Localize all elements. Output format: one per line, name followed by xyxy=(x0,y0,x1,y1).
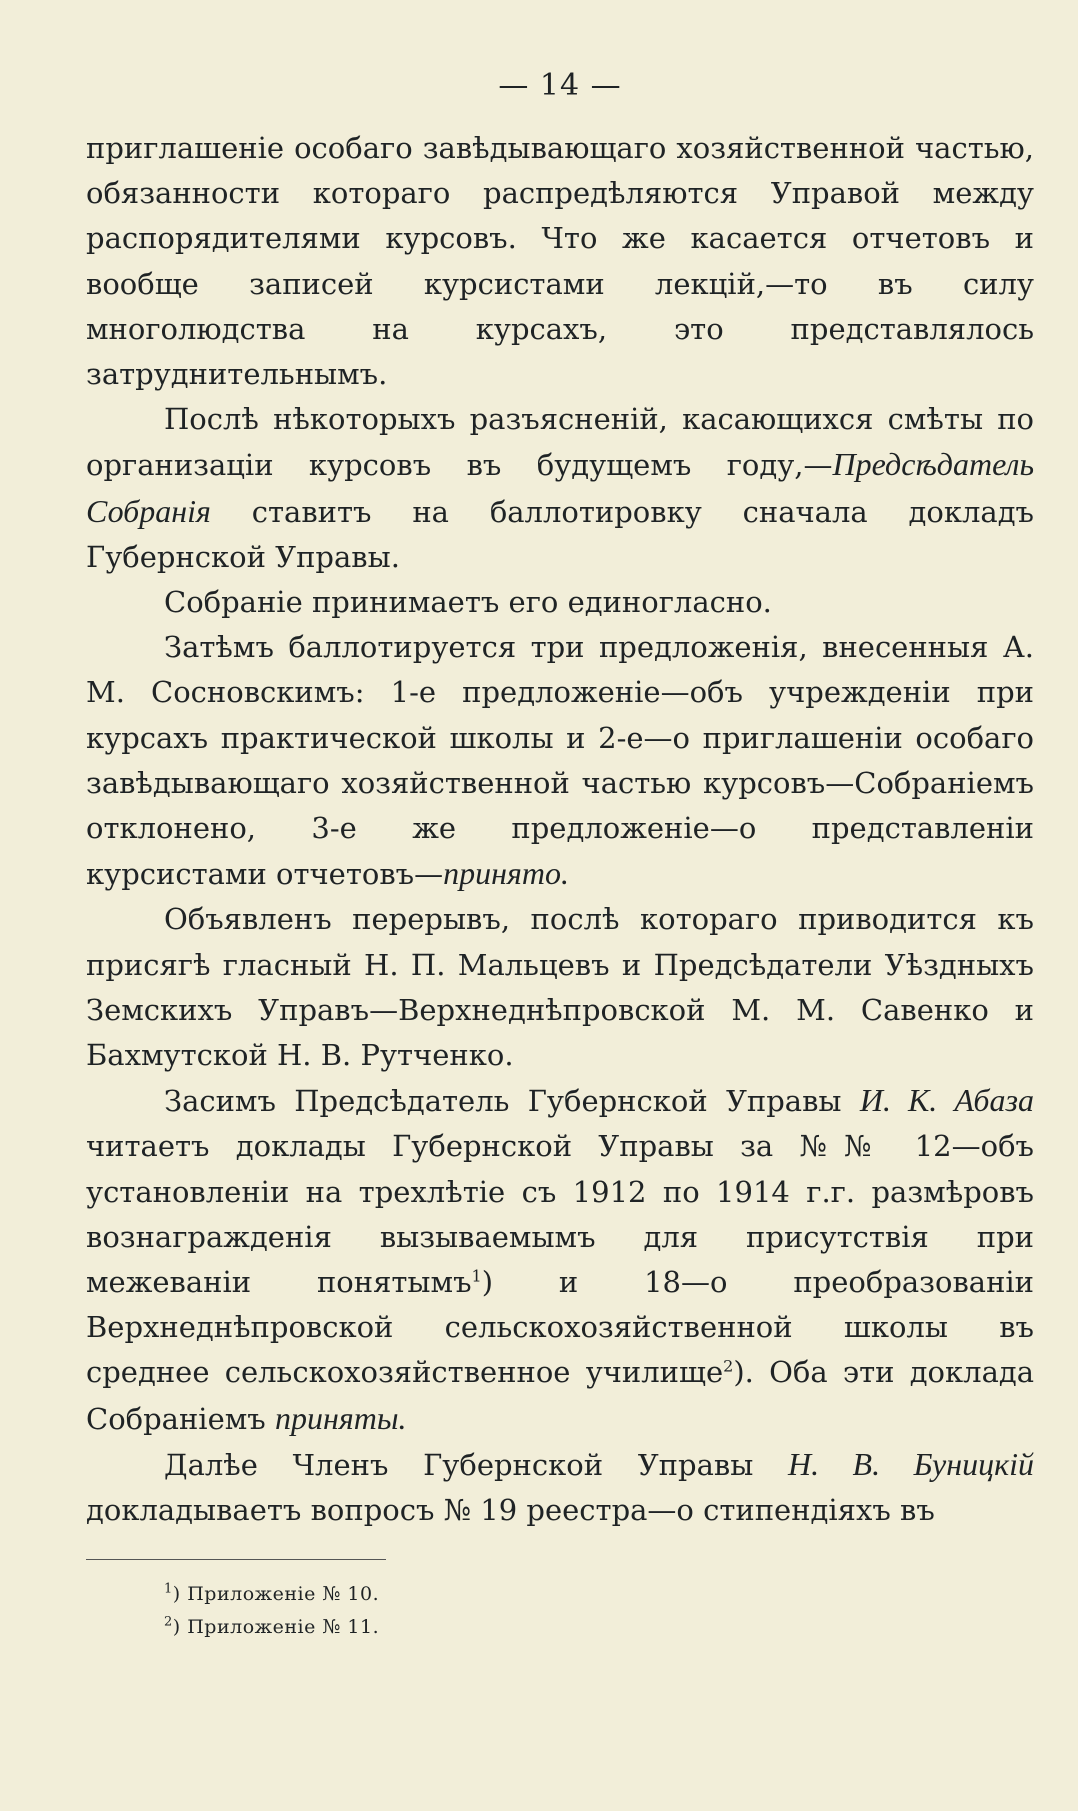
paragraph-6-emphasis-result: приняты. xyxy=(274,1399,407,1436)
paragraph-7-text-b: докладываетъ вопросъ № 19 реестра—о стипендіяхъ въ xyxy=(86,1493,935,1528)
paragraph-2-text-b: ставитъ на баллотировку сначала докладъ Губернской Управы. xyxy=(86,494,1034,574)
paragraph-4-text: Затѣмъ баллотируется три предложенія, внесенныя А. М. Сосновскимъ: 1-е предложеніе—объ учрежденіи при курсахъ практической школы и 2-е—о приглашеніи особаго завѣдывающаго хозяйственной частью курсовъ—Собраніемъ отклонено, 3-е же предложеніе—о представленіи курсистами отчетовъ— xyxy=(86,630,1034,892)
paragraph-6-text-b: читаетъ доклады Губернской Управы за №№ 12—объ установленіи на трехлѣтіе съ 1912 по 1914 г.г. размѣровъ вознагражденія вызываемымъ для присутствія при межеваніи понятымъ xyxy=(86,1129,1034,1300)
paragraph-3-text: Собраніе принимаетъ его единогласно. xyxy=(164,585,772,620)
footnote-ref-2[interactable]: 2 xyxy=(723,1356,734,1376)
paragraph-3 xyxy=(86,580,1034,625)
paragraph-5 xyxy=(86,897,1034,1078)
paragraph-1 xyxy=(86,126,1034,397)
footnote-1-text: ) Приложеніе № 10. xyxy=(172,1583,380,1606)
footnote-1-marker: 1 xyxy=(164,1581,173,1597)
paragraph-4 xyxy=(86,625,1034,897)
footnote-1 xyxy=(164,1578,1034,1611)
paragraph-6-text-c: ) и 18—о преобразованіи Верхнеднѣпровской сельскохозяйственной школы въ среднее сельскохозяйственное училище xyxy=(86,1265,1034,1390)
paragraph-7 xyxy=(86,1442,1034,1533)
paragraph-5-text: Объявленъ перерывъ, послѣ котораго приводится къ присягѣ гласный Н. П. Мальцевъ и Предсѣдатели Уѣздныхъ Земскихъ Управъ—Верхнеднѣпровской М. М. Савенко и Бахмутской Н. В. Рутченко. xyxy=(86,902,1034,1073)
paragraph-2-emphasis: Предсѣдатель Собранія xyxy=(86,446,1034,529)
footnote-divider xyxy=(86,1559,386,1560)
page-number: — 14 — xyxy=(498,68,622,103)
body-text xyxy=(86,126,1034,1533)
footnote-2-text: ) Приложеніе № 11. xyxy=(172,1616,380,1639)
paragraph-6-text-d: ). Оба эти доклада Собраніемъ xyxy=(86,1355,1034,1436)
paragraph-1-text: приглашеніе особаго завѣдывающаго хозяйственной частью, обязанности котораго распредѣляются Управой между распорядителями курсовъ. Что же касается отчетовъ и вообще записей курсистами лекцій,—то въ силу многолюдства на курсахъ, это представлялось затруднительнымъ. xyxy=(86,131,1034,392)
footnotes xyxy=(86,1578,1034,1644)
footnote-ref-1[interactable]: 1 xyxy=(471,1266,482,1286)
paragraph-7-emphasis: Н. В. Буницкій xyxy=(787,1445,1034,1482)
paragraph-6-emphasis-name: И. К. Абаза xyxy=(859,1082,1035,1119)
paragraph-6-text-a: Засимъ Предсѣдатель Губернской Управы xyxy=(164,1084,860,1119)
paragraph-6 xyxy=(86,1078,1034,1442)
footnote-2-marker: 2 xyxy=(164,1614,173,1630)
paragraph-2 xyxy=(86,397,1034,580)
paragraph-7-text-a: Далѣе Членъ Губернской Управы xyxy=(164,1447,788,1482)
paragraph-4-emphasis: принято. xyxy=(443,855,569,892)
paragraph-2-text-a: Послѣ нѣкоторыхъ разъясненій, касающихся смѣты по организаціи курсовъ въ будущемъ году,— xyxy=(86,402,1034,483)
footnote-2 xyxy=(164,1611,1034,1644)
